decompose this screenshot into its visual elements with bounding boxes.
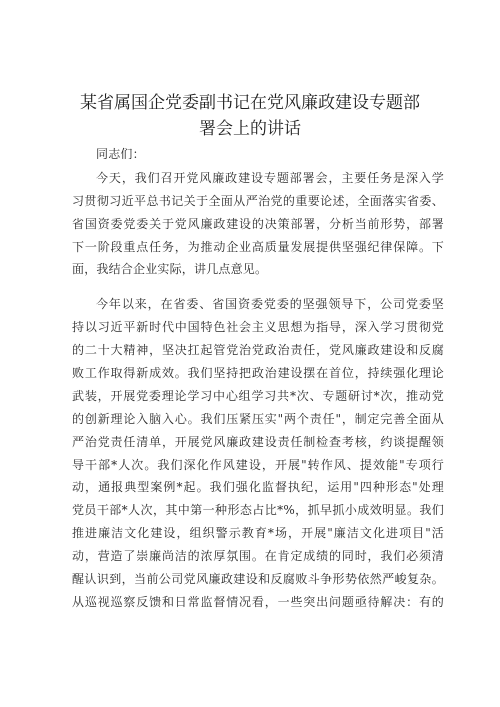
paragraph-line: 推进廉洁文化建设，组织警示教育*场，开展"廉洁文化进项目"活 bbox=[72, 526, 444, 541]
paragraph-line: 党员干部*人次，其中第一种形态占比*%，抓早抓小成效明显。我们 bbox=[72, 503, 444, 518]
title-line-1: 某省属国企党委副书记在党风廉政建设专题部 bbox=[80, 93, 420, 113]
paragraph-line: 持以习近平新时代中国特色社会主义思想为指导，深入学习贯彻党 bbox=[72, 320, 444, 335]
paragraph-line: 习贯彻习近平总书记关于全面从严治党的重要论述，全面落实省委、 bbox=[72, 193, 444, 208]
paragraph-line: 下一阶段重点任务，为推动企业高质量发展提供坚强纪律保障。下 bbox=[72, 239, 444, 254]
paragraph-line: 省国资委党委关于党风廉政建设的决策部署，分析当前形势，部署 bbox=[72, 216, 444, 231]
document-body bbox=[72, 143, 444, 614]
paragraph-line: 从巡视巡察反馈和日常监督情况看，一些突出问题亟待解决：有的 bbox=[72, 594, 444, 609]
document-title bbox=[60, 90, 440, 142]
paragraph-line: 的创新理论入脑入心。我们压紧压实"两个责任"，制定完善全面从 bbox=[72, 411, 444, 426]
paragraph-line: 今天，我们召开党风廉政建设专题部署会，主要任务是深入学 bbox=[96, 170, 444, 185]
paragraph-line: 面，我结合企业实际，讲几点意见。 bbox=[72, 262, 268, 277]
paragraph-line: 动，营造了崇廉尚洁的浓厚氛围。在肯定成绩的同时，我们必须清 bbox=[72, 549, 444, 564]
paragraph-line: 今年以来，在省委、省国资委党委的坚强领导下，公司党委坚 bbox=[96, 297, 444, 312]
paragraph-line: 醒认识到，当前公司党风廉政建设和反腐败斗争形势依然严峻复杂。 bbox=[72, 572, 444, 587]
paragraph-line: 严治党责任清单，开展党风廉政建设责任制检查考核，约谈提醒领 bbox=[72, 434, 444, 449]
greeting: 同志们： bbox=[96, 147, 145, 161]
paragraph-line: 武装，开展党委理论学习中心组学习共*次、专题研讨*次，推动党 bbox=[72, 388, 444, 403]
paragraph-line: 败工作取得新成效。我们坚持把政治建设摆在首位，持续强化理论 bbox=[72, 366, 444, 381]
paragraph-line: 导干部*人次。我们深化作风建设，开展"转作风、提效能"专项行 bbox=[72, 457, 444, 472]
paragraph-gap bbox=[72, 281, 444, 293]
paragraph-line: 的二十大精神，坚决扛起管党治党政治责任，党风廉政建设和反腐 bbox=[72, 343, 444, 358]
paragraph-2 bbox=[72, 293, 444, 613]
paragraph-1 bbox=[72, 167, 444, 281]
title-line-2: 署会上的讲话 bbox=[199, 119, 301, 139]
paragraph-line: 动，通报典型案例*起。我们强化监督执纪，运用"四种形态"处理 bbox=[72, 480, 444, 495]
